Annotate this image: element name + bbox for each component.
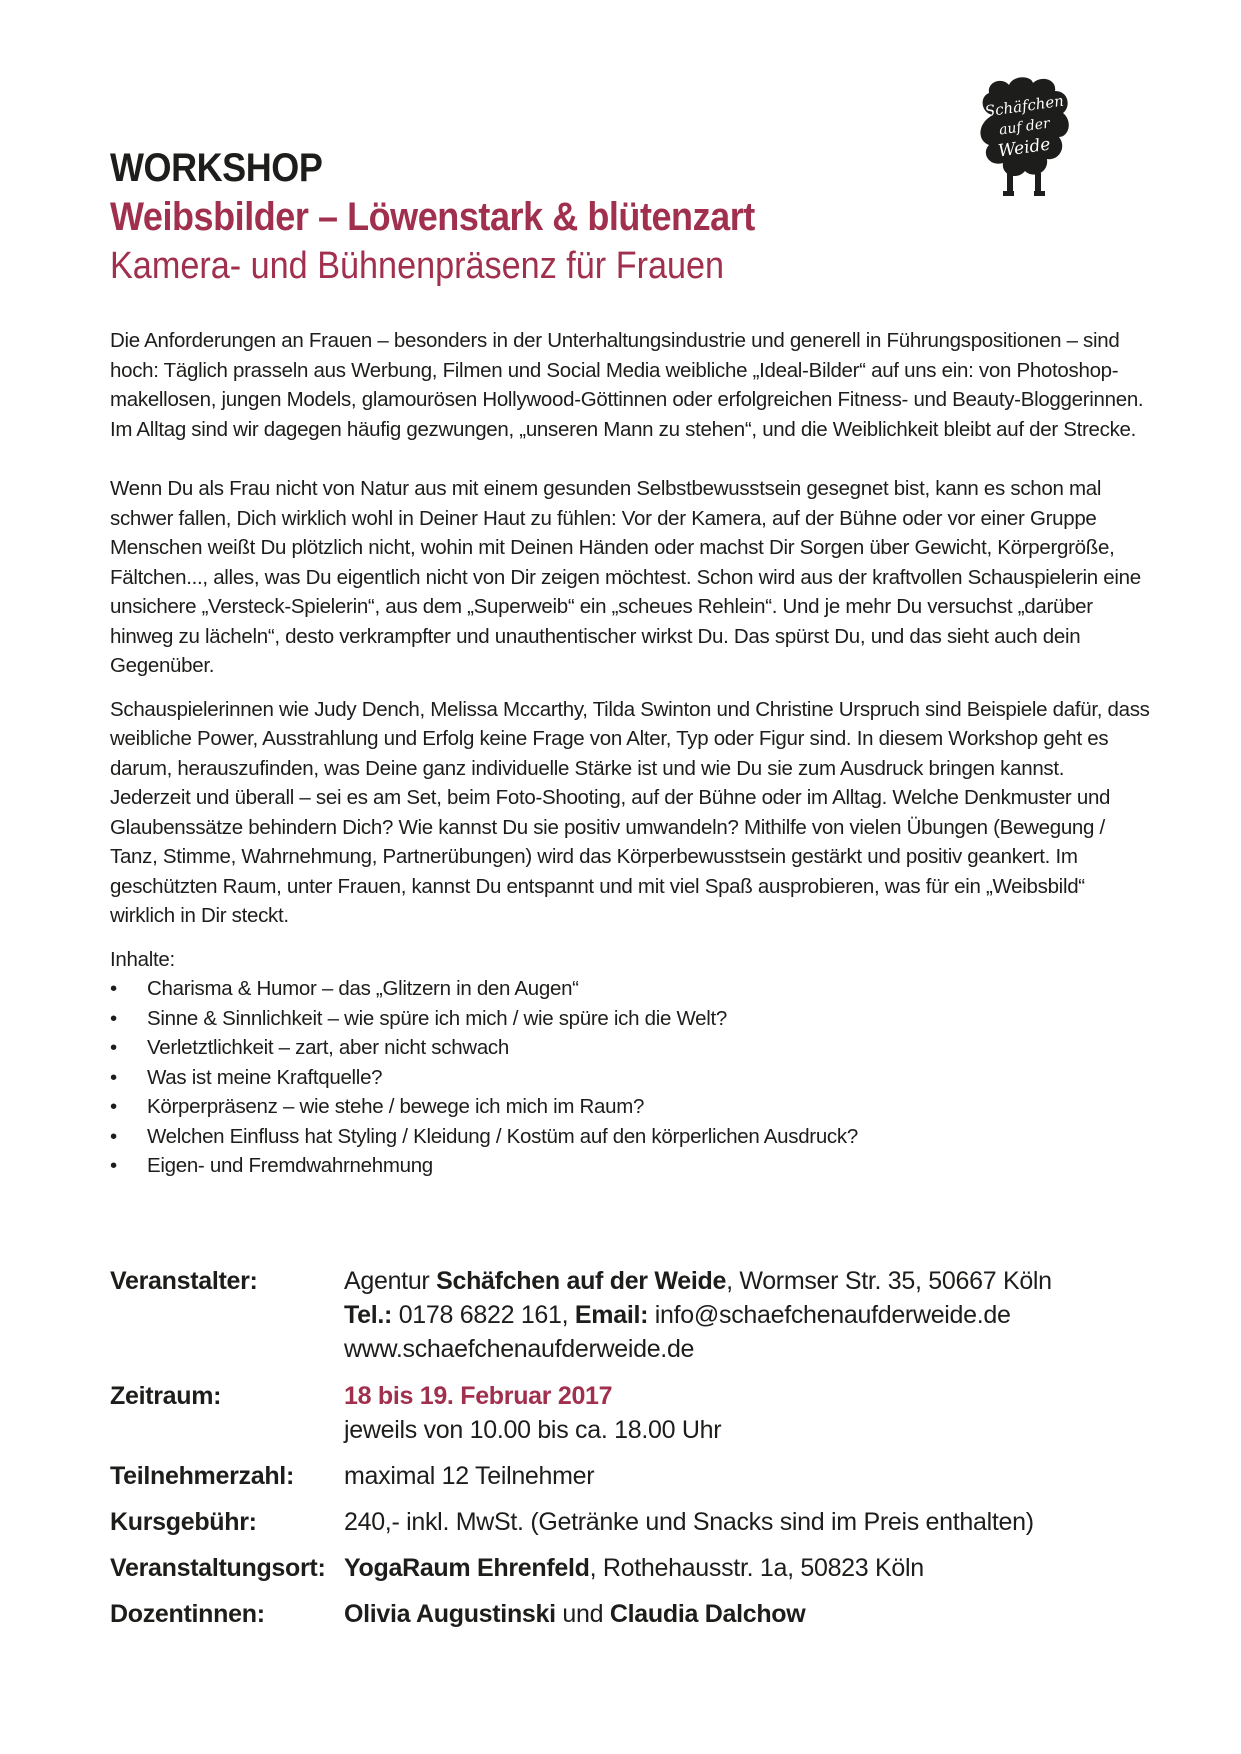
bullet-icon: • — [110, 1065, 117, 1089]
bullet-icon: • — [110, 1154, 117, 1177]
tel-value: 0178 6822 161, — [392, 1301, 575, 1329]
workshop-title: Weibsbilder – Löwenstark & blütenzart — [110, 195, 755, 239]
header — [110, 146, 930, 288]
label-dozenten: Dozentinnen: — [110, 1600, 265, 1628]
workshop-label: WORKSHOP — [110, 146, 323, 190]
email-link[interactable]: info@schaefchenaufderweide.de — [648, 1301, 1011, 1329]
paragraph-2: Wenn Du als Frau nicht von Natur aus mit einem gesunden Selbstbewusstsein gesegnet bist, kann es schon mal schwer fallen, Dich wirklich wohl in Deiner Haut zu fühlen: Vor der Kamera, auf der Bühne oder vor einer Gruppe Menschen weißt Du plötzlich nicht, wohin mit Deinen Händen oder machst Dir Sorgen über Gewicht, Körpergröße, Fältchen..., alles, was Du eigentlich nicht von Dir zeigen möchtest. Schon wird aus der kraftvollen Schauspielerin eine unsichere „Versteck-Spielerin“, aus dem „Superweib“ ein „scheues Rehlein“. Und je mehr Du versuchst „darüber hinweg zu lächeln“, desto verkrampfter und unauthentischer wirkst Du. Das spürst Du, und das sieht auch dein Gegenüber. — [110, 477, 1141, 677]
row-veranstalter — [110, 1264, 1150, 1366]
value-teilnehmer: maximal 12 Teilnehmer — [344, 1462, 595, 1490]
tel-label: Tel.: — [344, 1301, 393, 1329]
body-text — [110, 326, 1150, 1181]
website-link[interactable]: www.schaefchenaufderweide.de — [344, 1335, 695, 1363]
label-zeitraum: Zeitraum: — [110, 1382, 222, 1410]
email-label: Email: — [574, 1301, 649, 1329]
row-zeitraum — [110, 1379, 1150, 1447]
bullet-icon: • — [110, 1124, 117, 1148]
sheep-logo-icon — [975, 75, 1075, 210]
bullet-icon: • — [110, 1095, 117, 1118]
agency-name: Schäfchen auf der Weide — [436, 1267, 727, 1295]
row-ort — [110, 1551, 1150, 1585]
dates: 18 bis 19. Februar 2017 — [344, 1382, 613, 1410]
list-item: • Eigen- und Fremdwahrnehmung — [110, 1151, 1150, 1181]
list-item: • Körperpräsenz – wie stehe / bewege ich mich im Raum? — [110, 1092, 1150, 1122]
value-veranstalter: Agentur Schäfchen auf der Weide, Wormser Str. 35, 50667 Köln Tel.: 0178 6822 161, Email: info@schaefchenaufderweide.de www.schaefchenaufderweide.de — [344, 1264, 1150, 1366]
workshop-subtitle: Kamera- und Bühnenpräsenz für Frauen — [110, 245, 725, 287]
list-item: • Sinne & Sinnlichkeit – wie spüre ich mich / wie spüre ich die Welt? — [110, 1004, 1150, 1034]
list-item: • Verletztlichkeit – zart, aber nicht schwach — [110, 1033, 1150, 1063]
bullet-icon: • — [110, 1006, 117, 1030]
logo-text-line1: Schäfchen — [983, 91, 1065, 121]
bullet-icon: • — [110, 1036, 117, 1059]
bullet-icon: • — [110, 977, 117, 1000]
paragraph-3: Schauspielerinnen wie Judy Dench, Melissa Mccarthy, Tilda Swinton und Christine Urspruch sind Beispiele dafür, dass weibliche Power, Ausstrahlung und Erfolg keine Frage von Alter, Typ oder Figur sind. In diesem Workshop geht es darum, herauszufinden, was Deine ganz individuelle Stärke ist und wie Du sie zum Ausdruck bringen kannst. Jederzeit und überall – sei es am Set, beim Foto-Shooting, auf der Bühne oder im Alltag. Welche Denkmuster und Glaubenssätze behindern Dich? Wie kannst Du sie positiv umwandeln? Mithilfe von vielen Übungen (Bewegung / Tanz, Stimme, Wahrnehmung, Partnerübungen) wird das Körperbewusstsein gestärkt und positiv geankert. Im geschützten Raum, unter Frauen, kannst Du entspannt und mit viel Spaß ausprobieren, was für ein „Weibsbild“ wirklich in Dir steckt. — [110, 697, 1150, 927]
value-dozenten: Olivia Augustinski und Claudia Dalchow — [344, 1600, 806, 1628]
row-teilnehmer — [110, 1459, 1150, 1493]
label-veranstalter: Veranstalter: — [110, 1267, 258, 1295]
row-dozenten — [110, 1597, 1150, 1631]
paragraph-1: Die Anforderungen an Frauen – besonders in der Unterhaltungsindustrie und generell in Führungspositionen – sind hoch: Täglich prasseln aus Werbung, Filmen und Social Media weibliche „Ideal-Bilder“ auf uns ein: von Photoshop-makellosen, jungen Models, glamourösen Hollywood-Göttinnen oder erfolgreichen Fitness- und Beauty-Bloggerinnen. Im Alltag sind wir dagegen häufig gezwungen, „unseren Mann zu stehen“, und die Weiblichkeit bleibt auf der Strecke. — [110, 329, 1144, 441]
venue-name: YogaRaum Ehrenfeld — [344, 1554, 590, 1582]
inhalte-label: Inhalte: — [110, 947, 175, 971]
value-gebuehr: 240,- inkl. MwSt. (Getränke und Snacks sind im Preis enthalten) — [344, 1508, 1034, 1536]
value-ort: YogaRaum Ehrenfeld, Rothehausstr. 1a, 50823 Köln — [344, 1554, 924, 1582]
label-ort: Veranstaltungsort: — [110, 1554, 326, 1582]
info-table — [110, 1264, 1150, 1631]
logo-text-line2: auf der — [998, 115, 1051, 139]
dozentin-1: Olivia Augustinski — [344, 1600, 556, 1628]
list-item: • Welchen Einfluss hat Styling / Kleidung / Kostüm auf den körperlichen Ausdruck? — [110, 1122, 1150, 1152]
list-item: • Was ist meine Kraftquelle? — [110, 1063, 1150, 1093]
inhalte-list — [110, 974, 1150, 1181]
label-teilnehmer: Teilnehmerzahl: — [110, 1462, 294, 1490]
list-item: • Charisma & Humor – das „Glitzern in den Augen“ — [110, 974, 1150, 1004]
label-gebuehr: Kursgebühr: — [110, 1508, 257, 1536]
dozentin-2: Claudia Dalchow — [609, 1600, 806, 1628]
times: jeweils von 10.00 bis ca. 18.00 Uhr — [344, 1416, 722, 1444]
logo-text-line3: Weide — [996, 134, 1052, 162]
row-gebuehr — [110, 1505, 1150, 1539]
value-zeitraum — [344, 1379, 1150, 1447]
